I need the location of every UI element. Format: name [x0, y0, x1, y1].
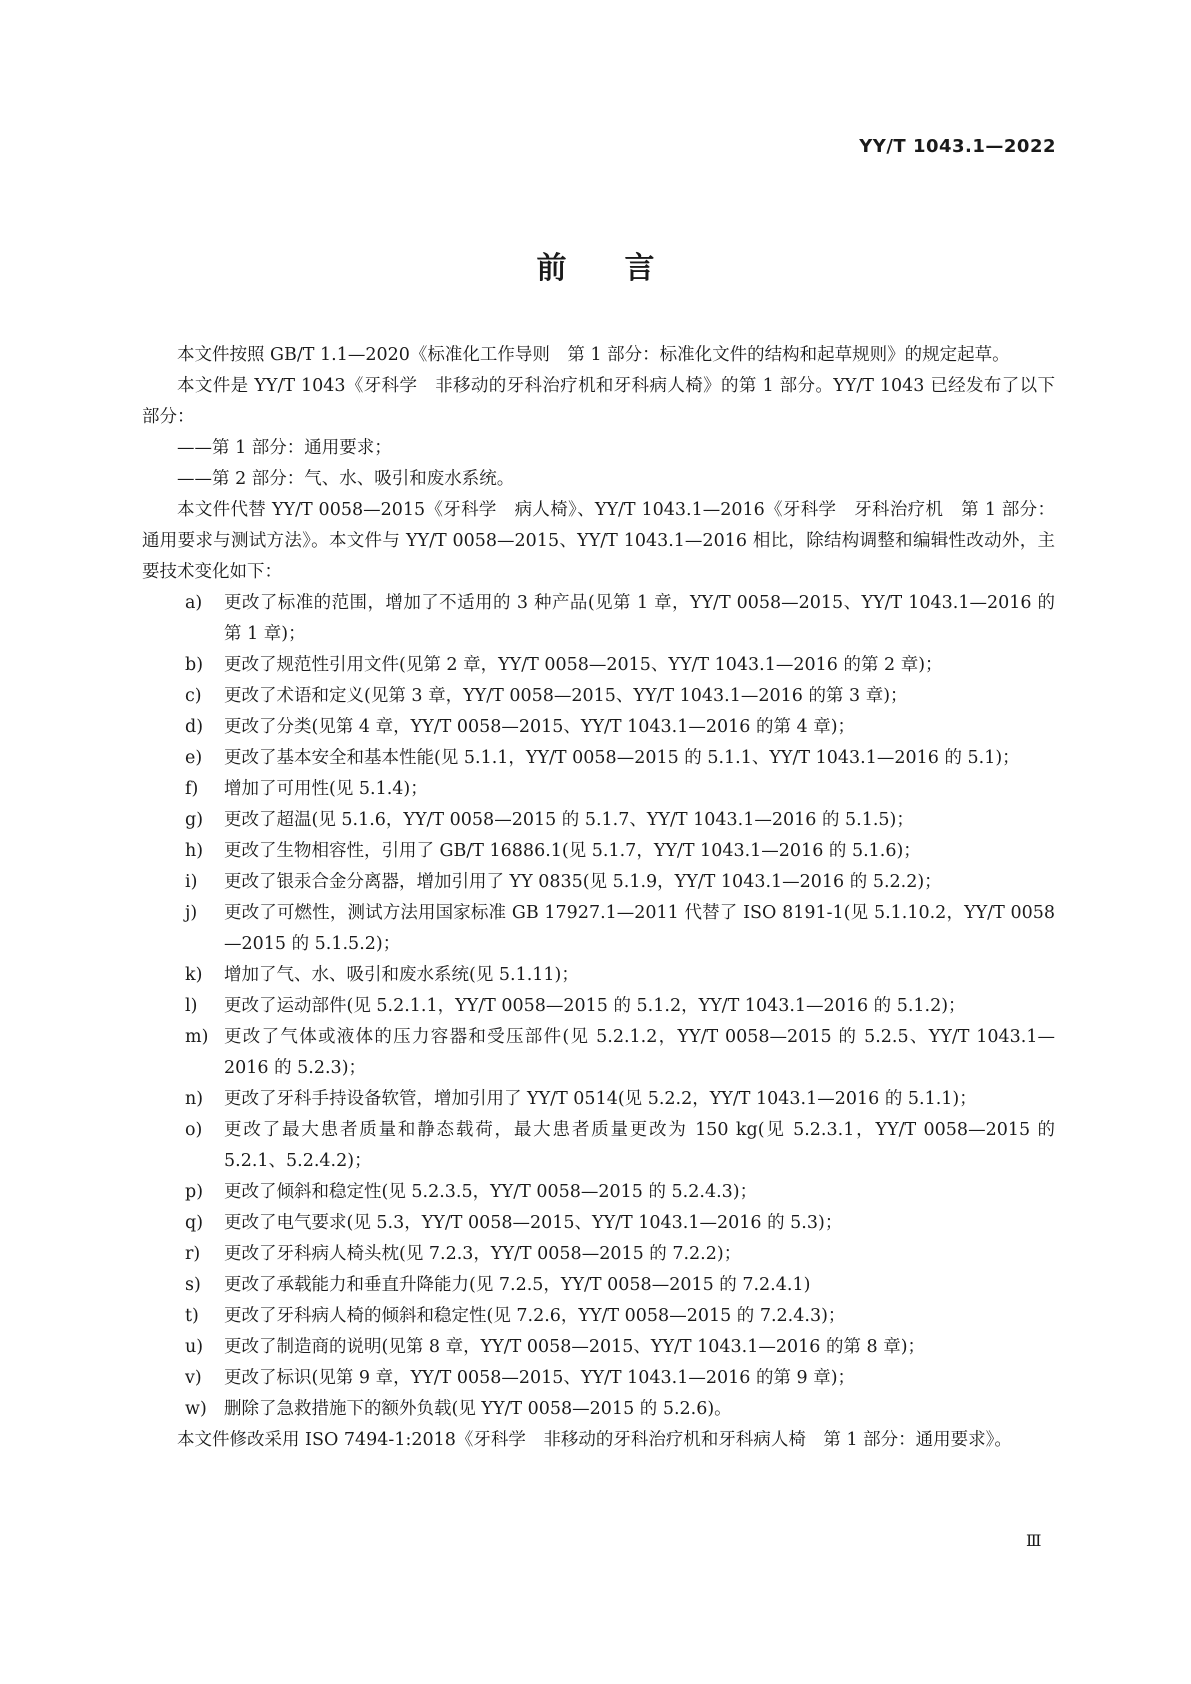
change-item-label: t)	[185, 1306, 199, 1326]
change-item-label: g)	[185, 810, 204, 830]
part-list-item: ——第 2 部分：气、水、吸引和废水系统。	[177, 469, 515, 489]
page-number: Ⅲ	[1026, 1531, 1042, 1550]
change-item-label: f)	[185, 779, 199, 799]
change-item-label: v)	[185, 1368, 202, 1388]
change-item-text: 增加了可用性(见 5.1.4)；	[224, 779, 428, 799]
change-item-text: 更改了运动部件(见 5.2.1.1，YY/T 0058—2015 的 5.1.2，YY/T 1043.1—2016 的 5.1.2)；	[224, 996, 966, 1016]
change-item-label: w)	[185, 1399, 207, 1419]
change-item-label: s)	[185, 1275, 201, 1295]
change-item-label: d)	[185, 717, 204, 737]
paragraph-replacement: 本文件代替 YY/T 0058—2015《牙科学 病人椅》、YY/T 1043.1—2016《牙科学 牙科治疗机 第 1 部分：通用要求与测试方法》。本文件与 YY/T 0058—2015、YY/T 1043.1—2016 相比，除结构调整和编辑性改动外，主要技术变化如下：	[142, 500, 1055, 582]
change-item	[142, 1115, 1055, 1177]
change-item-text: 更改了术语和定义(见第 3 章，YY/T 0058—2015、YY/T 1043.1—2016 的第 3 章)；	[224, 686, 908, 706]
change-item-label: l)	[185, 996, 198, 1016]
change-item-text: 更改了承载能力和垂直升降能力(见 7.2.5，YY/T 0058—2015 的 7.2.4.1)	[224, 1275, 811, 1295]
change-item-text: 更改了标识(见第 9 章，YY/T 0058—2015、YY/T 1043.1—2016 的第 9 章)；	[224, 1368, 856, 1388]
change-item-label: c)	[185, 686, 202, 706]
change-item	[142, 712, 1055, 743]
change-item-text: 更改了电气要求(见 5.3，YY/T 0058—2015、YY/T 1043.1—2016 的 5.3)；	[224, 1213, 843, 1233]
technical-changes-list	[142, 588, 1055, 1425]
change-item-label: j)	[185, 903, 198, 923]
change-item-label: i)	[185, 872, 198, 892]
change-item-text: 更改了牙科病人椅头枕(见 7.2.3，YY/T 0058—2015 的 7.2.2)；	[224, 1244, 742, 1264]
paragraph-adoption: 本文件修改采用 ISO 7494-1:2018《牙科学 非移动的牙科治疗机和牙科病人椅 第 1 部分：通用要求》。	[177, 1430, 1012, 1450]
change-item-label: n)	[185, 1089, 204, 1109]
change-item	[142, 1239, 1055, 1270]
change-item	[142, 1270, 1055, 1301]
change-item	[142, 743, 1055, 774]
change-item	[142, 836, 1055, 867]
change-item	[142, 805, 1055, 836]
change-item-label: b)	[185, 655, 204, 675]
change-item	[142, 1301, 1055, 1332]
change-item-text: 更改了气体或液体的压力容器和受压部件(见 5.2.1.2，YY/T 0058—2015 的 5.2.5、YY/T 1043.1—2016 的 5.2.3)；	[224, 1027, 1055, 1078]
change-item-text: 更改了规范性引用文件(见第 2 章，YY/T 0058—2015、YY/T 1043.1—2016 的第 2 章)；	[224, 655, 943, 675]
change-item-label: u)	[185, 1337, 204, 1357]
change-item-text: 更改了最大患者质量和静态载荷，最大患者质量更改为 150 kg(见 5.2.3.1，YY/T 0058—2015 的 5.2.1、5.2.4.2)；	[224, 1120, 1055, 1171]
change-item-label: m)	[185, 1027, 209, 1047]
part-list-item: ——第 1 部分：通用要求；	[177, 438, 392, 458]
change-item	[142, 898, 1055, 960]
change-item-text: 更改了牙科病人椅的倾斜和稳定性(见 7.2.6，YY/T 0058—2015 的 7.2.4.3)；	[224, 1306, 846, 1326]
change-item-label: k)	[185, 965, 203, 985]
change-item	[142, 867, 1055, 898]
change-item-label: a)	[185, 593, 203, 613]
page-title: 前言	[536, 251, 713, 286]
change-item-text: 更改了生物相容性，引用了 GB/T 16886.1(见 5.1.7，YY/T 1043.1—2016 的 5.1.6)；	[224, 841, 921, 861]
change-item	[142, 588, 1055, 650]
paragraph-part-intro: 本文件是 YY/T 1043《牙科学 非移动的牙科治疗机和牙科病人椅》的第 1 部分。YY/T 1043 已经发布了以下部分：	[142, 376, 1055, 427]
change-item-label: q)	[185, 1213, 204, 1233]
change-item-text: 更改了牙科手持设备软管，增加引用了 YY/T 0514(见 5.2.2，YY/T 1043.1—2016 的 5.1.1)；	[224, 1089, 977, 1109]
change-item-text: 更改了倾斜和稳定性(见 5.2.3.5，YY/T 0058—2015 的 5.2.4.3)；	[224, 1182, 758, 1202]
change-item	[142, 991, 1055, 1022]
paragraph-drafting-rule: 本文件按照 GB/T 1.1—2020《标准化工作导则 第 1 部分：标准化文件的结构和起草规则》的规定起草。	[177, 345, 1010, 365]
change-item	[142, 1177, 1055, 1208]
change-item	[142, 774, 1055, 805]
change-item-text: 更改了超温(见 5.1.6，YY/T 0058—2015 的 5.1.7、YY/T 1043.1—2016 的 5.1.5)；	[224, 810, 914, 830]
change-item-label: p)	[185, 1182, 204, 1202]
change-item-label: e)	[185, 748, 203, 768]
foreword-body	[142, 340, 1055, 1456]
change-item	[142, 1208, 1055, 1239]
change-item-label: h)	[185, 841, 204, 861]
change-item-text: 更改了基本安全和基本性能(见 5.1.1，YY/T 0058—2015 的 5.1.1、YY/T 1043.1—2016 的 5.1)；	[224, 748, 1020, 768]
change-item	[142, 1394, 1055, 1425]
change-item-text: 更改了制造商的说明(见第 8 章，YY/T 0058—2015、YY/T 1043.1—2016 的第 8 章)；	[224, 1337, 926, 1357]
change-item-label: r)	[185, 1244, 201, 1264]
change-item	[142, 1084, 1055, 1115]
change-item	[142, 960, 1055, 991]
change-item	[142, 1332, 1055, 1363]
change-item-text: 更改了分类(见第 4 章，YY/T 0058—2015、YY/T 1043.1—2016 的第 4 章)；	[224, 717, 856, 737]
change-item-label: o)	[185, 1120, 203, 1140]
change-item-text: 更改了可燃性，测试方法用国家标准 GB 17927.1—2011 代替了 ISO 8191-1(见 5.1.10.2，YY/T 0058—2015 的 5.1.5.2)；	[224, 903, 1055, 954]
change-item-text: 更改了银汞合金分离器，增加引用了 YY 0835(见 5.1.9，YY/T 1043.1—2016 的 5.2.2)；	[224, 872, 942, 892]
change-item-text: 更改了标准的范围，增加了不适用的 3 种产品(见第 1 章，YY/T 0058—2015、YY/T 1043.1—2016 的第 1 章)；	[224, 593, 1055, 644]
change-item-text: 增加了气、水、吸引和废水系统(见 5.1.11)；	[224, 965, 579, 985]
change-item	[142, 1363, 1055, 1394]
change-item	[142, 650, 1055, 681]
change-item	[142, 1022, 1055, 1084]
document-code: YY/T 1043.1—2022	[859, 136, 1056, 157]
change-item	[142, 681, 1055, 712]
change-item-text: 删除了急救措施下的额外负载(见 YY/T 0058—2015 的 5.2.6)。	[224, 1399, 732, 1419]
